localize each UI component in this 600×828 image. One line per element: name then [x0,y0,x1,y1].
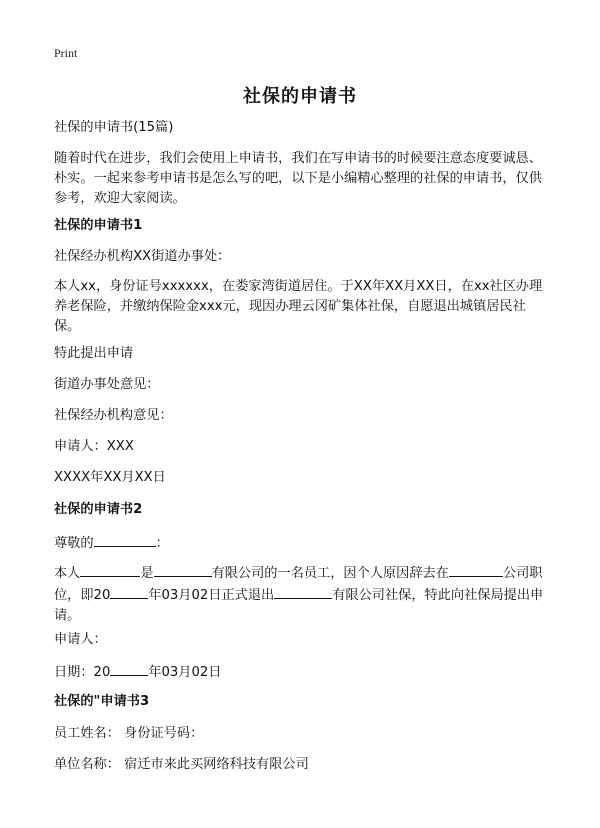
blank-line [110,584,148,599]
blank-line [110,661,148,676]
body-text: 有限公司社保，特此向社保局提出申请。 [54,588,544,623]
section3-employee-line: 员工姓名： 身份证号码： [54,726,204,741]
section1-date: XXXX年XX月XX日 [54,470,166,485]
section2-applicant: 申请人： [54,632,107,647]
blank-line [94,532,156,547]
section1-street-opinion: 街道办事处意见： [54,377,160,392]
section1-request: 特此提出申请 [54,346,134,361]
page-title: 社保的申请书 [243,86,357,107]
blank-line [274,584,332,599]
blank-line [154,562,212,577]
section2-heading: 社保的申请书2 [54,502,143,517]
document-subtitle: 社保的申请书(15篇) [54,120,174,135]
intro-paragraph: 随着时代在进步，我们会使用上申请书，我们在写申请书的时候要注意态度要诚恳、朴实。一起来参考申请书是怎么写的吧，以下是小编精心整理的社保的申请书，仅供参考，欢迎大家阅读。 [54,151,542,206]
section3-company-line: 单位名称： 宿迁市来此买网络科技有限公司 [54,757,309,772]
date-suffix: 年03月02日 [148,665,222,680]
section1-addressee: 社保经办机构XX街道办事处： [54,249,231,264]
body-text: 是 [140,566,154,581]
body-text: 年03月02日正式退出 [148,588,275,603]
section3-heading: 社保的"申请书3 [54,694,150,709]
section2-date [54,661,544,683]
section1-agency-opinion: 社保经办机构意见： [54,408,173,423]
blank-line [449,562,503,577]
section1-heading: 社保的申请书1 [54,218,143,233]
section2-body [54,562,544,626]
print-link[interactable]: Print [54,46,78,60]
greeting-prefix: 尊敬的 [54,536,94,551]
body-text: 本人 [54,566,81,581]
section2-greeting [54,532,544,554]
section1-applicant: 申请人：XXX [54,439,134,454]
body-text: 有限公司的一名员工，因个人原因辞去在 [211,566,449,581]
blank-line [80,562,140,577]
section1-body: 本人xx，身份证号xxxxxx，在娄家湾街道居住。于XX年XX月XX日，在xx社区办理养老保险，并缴纳保险金xxx元，现因办理云冈矿集体社保，自愿退出城镇居民社保。 [54,279,543,334]
greeting-suffix: ： [155,536,169,551]
body-text: 公司职位，即20 [54,566,543,603]
date-prefix: 日期：20 [54,665,111,680]
